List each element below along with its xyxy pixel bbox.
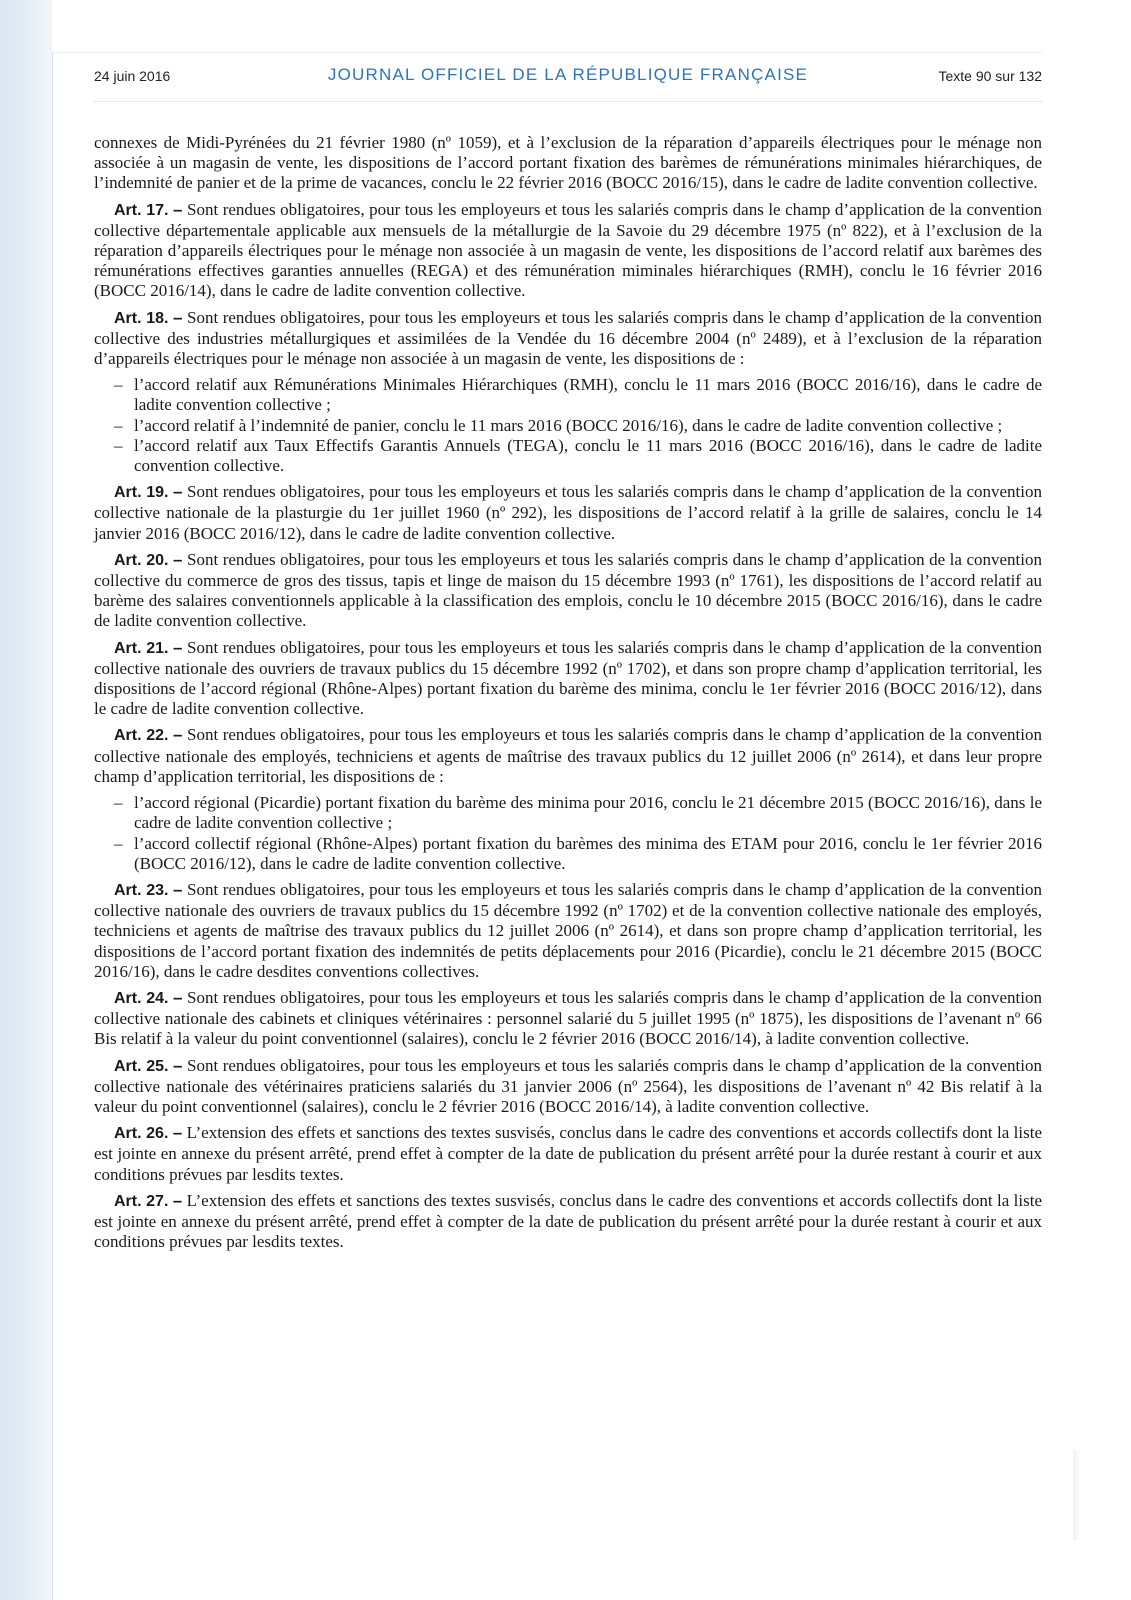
article-text: Sont rendues obligatoires, pour tous les employeurs et tous les salariés compris dans le champ d’application de la convention collective nationale des ouvriers de travaux publics du 15 décembre 1992 (nº 1702) et de la convention collective nationale des employés, techniciens et agents de maîtrise des travaux publics du 12 juillet 2006 (nº 2614), et dans son propre champ d’application territorial, les dispositions de l’accord portant fixation des indemnités de petits déplacements pour 2016 (Picardie), conclu le 21 décembre 2015 (BOCC 2016/16), dans le cadre desdites conventions collectives.: [94, 879, 1043, 981]
article-dash: –: [172, 1123, 183, 1143]
article-dash: –: [172, 1190, 183, 1210]
article-label: Art. 21.: [114, 639, 169, 657]
article-label: Art. 19.: [114, 484, 169, 502]
page-top-edge: [52, 52, 1042, 53]
article-19: [94, 482, 1042, 544]
article-label: Art. 24.: [114, 989, 169, 1007]
article-dash: –: [173, 549, 183, 569]
article-text: Sont rendues obligatoires, pour tous les employeurs et tous les salariés compris dans le champ d’application de la convention collective des industries métallurgiques et assimilées de la Vendée du 16 décembre 2004 (nº 2489), et à l’exclusion de la réparation d’appareils électriques pour le ménage non associée à un magasin de vente, les dispositions de :: [94, 307, 1043, 369]
article-26: [94, 1123, 1042, 1185]
article-label: Art. 26.: [114, 1125, 169, 1143]
list-bullet: –: [114, 375, 123, 395]
list-item: [94, 793, 1042, 833]
article-text: Sont rendues obligatoires, pour tous les employeurs et tous les salariés compris dans le champ d’application de la convention collective nationale des cabinets et cliniques vétérinaires : personnel salarié du 5 juillet 1995 (nº 1875), les dispositions de l’avenant nº 66 Bis relatif à la valeur du point conventionnel (salaires), conclu le 2 février 2016 (BOCC 2016/14), à ladite convention collective.: [94, 987, 1043, 1049]
article-dash: –: [173, 199, 183, 219]
page-side-band: [0, 0, 52, 1600]
article-dash: –: [173, 482, 183, 502]
article-label: Art. 22.: [114, 727, 169, 745]
list-item: [94, 834, 1042, 874]
list-item-text: l’accord relatif à l’indemnité de panier, conclu le 11 mars 2016 (BOCC 2016/16), dans le cadre de ladite convention collective ;: [134, 415, 1003, 435]
page-right-shadow: [1073, 1450, 1081, 1540]
article-18: [94, 308, 1042, 370]
list-bullet: –: [114, 415, 123, 435]
list-item-text: l’accord collectif régional (Rhône-Alpes) portant fixation du barèmes des minima des ETAM pour 2016, conclu le 1er février 2016 (BOCC 2016/12), dans le cadre de ladite convention collective.: [134, 833, 1042, 873]
article-label: Art. 23.: [114, 881, 169, 899]
list-bullet: –: [114, 435, 123, 455]
header-divider: [94, 101, 1042, 102]
list-item-text: l’accord régional (Picardie) portant fixation du barème des minima pour 2016, conclu le 21 décembre 2015 (BOCC 2016/16), dans le cadre de ladite convention collective ;: [134, 793, 1042, 833]
article-dash: –: [173, 879, 183, 899]
list-item-text: l’accord relatif aux Taux Effectifs Garantis Annuels (TEGA), conclu le 11 mars 2016 (BOCC 2016/16), dans le cadre de ladite convention collective.: [134, 435, 1042, 476]
article-text: Sont rendues obligatoires, pour tous les employeurs et tous les salariés compris dans le champ d’application de la convention collective nationale des vétérinaires praticiens salariés du 31 janvier 2006 (nº 2564), les dispositions de l’avenant nº 42 Bis relatif à la valeur du point conventionnel (salaires), conclu le 2 février 2016 (BOCC 2016/14), à ladite convention collective.: [94, 1055, 1043, 1116]
text-number: Texte 90 sur 132: [938, 68, 1042, 84]
article-22: [94, 725, 1042, 787]
article-dash: –: [173, 987, 183, 1007]
article-label: Art. 20.: [114, 551, 169, 569]
list-item: [94, 375, 1042, 415]
list-item-text: l’accord relatif aux Rémunérations Minimales Hiérarchiques (RMH), conclu le 11 mars 2016 (BOCC 2016/16), dans le cadre de ladite convention collective ;: [134, 375, 1042, 415]
article-dash: –: [173, 637, 183, 657]
article-20: [94, 550, 1042, 632]
article-18-list: [94, 375, 1042, 476]
article-label: Art. 18.: [114, 309, 169, 327]
article-text: Sont rendues obligatoires, pour tous les employeurs et tous les salariés compris dans le champ d’application de la convention collective nationale des ouvriers de travaux publics du 15 décembre 1992 (nº 1702), et dans son propre champ d’application territorial, les dispositions de l’accord régional (Rhône-Alpes) portant fixation du barème des minima, conclu le 1er février 2016 (BOCC 2016/12), dans le cadre de ladite convention collective.: [94, 637, 1043, 719]
page-header: [94, 64, 1042, 90]
publication-date: 24 juin 2016: [94, 68, 171, 84]
article-21: [94, 638, 1042, 720]
article-label: Art. 27.: [114, 1192, 169, 1210]
article-23: [94, 880, 1042, 982]
article-text: L’extension des effets et sanctions des textes susvisés, conclus dans le cadre des conventions et accords collectifs dont la liste est jointe en annexe du présent arrêté, prend effet à compter de la date de publication du présent arrêté pour la durée restant à courir et aux conditions prévues par lesdits textes.: [94, 1123, 1043, 1184]
list-item: [94, 436, 1042, 476]
article-text: Sont rendues obligatoires, pour tous les employeurs et tous les salariés compris dans le champ d’application de la convention collective nationale des employés, techniciens et agents de maîtrise des travaux publics du 12 juillet 2006 (nº 2614), et dans leur propre champ d’application territorial, les dispositions de :: [94, 725, 1043, 786]
article-dash: –: [173, 725, 183, 745]
article-22-list: [94, 793, 1042, 874]
document-body: [94, 133, 1042, 1258]
intro-paragraph: connexes de Midi-Pyrénées du 21 février 1980 (nº 1059), et à l’exclusion de la réparation d’appareils électriques pour le ménage non associée à un magasin de vente, les dispositions de l’accord portant fixation des barèmes de rémunérations minimales hiérarchiques, de l’indemnité de panier et de la prime de vacances, conclu le 22 février 2016 (BOCC 2016/15), dans le cadre de ladite convention collective.: [94, 133, 1042, 193]
article-17: [94, 200, 1042, 302]
list-bullet: –: [114, 793, 123, 813]
article-27: [94, 1191, 1042, 1253]
list-item: [94, 416, 1042, 436]
article-label: Art. 25.: [114, 1057, 169, 1075]
journal-title: JOURNAL OFFICIEL DE LA RÉPUBLIQUE FRANÇAISE: [327, 65, 809, 84]
article-text: L’extension des effets et sanctions des textes susvisés, conclus dans le cadre des conventions et accords collectifs dont la liste est jointe en annexe du présent arrêté, prend effet à compter de la date de publication du présent arrêté pour la durée restant à courir et aux conditions prévues par lesdits textes.: [94, 1190, 1043, 1252]
list-bullet: –: [114, 833, 123, 853]
article-text: Sont rendues obligatoires, pour tous les employeurs et tous les salariés compris dans le champ d’application de la convention collective départementale applicable aux mensuels de la métallurgie de la Savoie du 29 décembre 1975 (nº 822), et à l’exclusion de la réparation d’appareils électriques pour le ménage non associée à un magasin de vente, les dispositions de l’accord relatif aux barèmes des rémunérations effectives garanties annuelles (REGA) et des rémunération miminales hiérarchiques (RMH), conclu le 16 février 2016 (BOCC 2016/14), dans le cadre de ladite convention collective.: [94, 199, 1043, 301]
article-label: Art. 17.: [114, 201, 169, 219]
article-dash: –: [173, 1055, 183, 1075]
page-left-edge: [52, 52, 53, 1600]
article-dash: –: [173, 307, 183, 327]
article-25: [94, 1056, 1042, 1118]
article-text: Sont rendues obligatoires, pour tous les employeurs et tous les salariés compris dans le champ d’application de la convention collective du commerce de gros des tissus, tapis et linge de maison du 15 décembre 1993 (nº 1761), les dispositions de l’accord relatif au barème des salaires conventionnels applicable à la classification des emplois, conclu le 10 décembre 2015 (BOCC 2016/16), dans le cadre de ladite convention collective.: [94, 549, 1043, 631]
article-24: [94, 988, 1042, 1050]
article-text: Sont rendues obligatoires, pour tous les employeurs et tous les salariés compris dans le champ d’application de la convention collective nationale de la plasturgie du 1er juillet 1960 (nº 292), les dispositions de l’accord relatif à la grille de salaires, conclu le 14 janvier 2016 (BOCC 2016/12), dans le cadre de ladite convention collective.: [94, 482, 1043, 543]
